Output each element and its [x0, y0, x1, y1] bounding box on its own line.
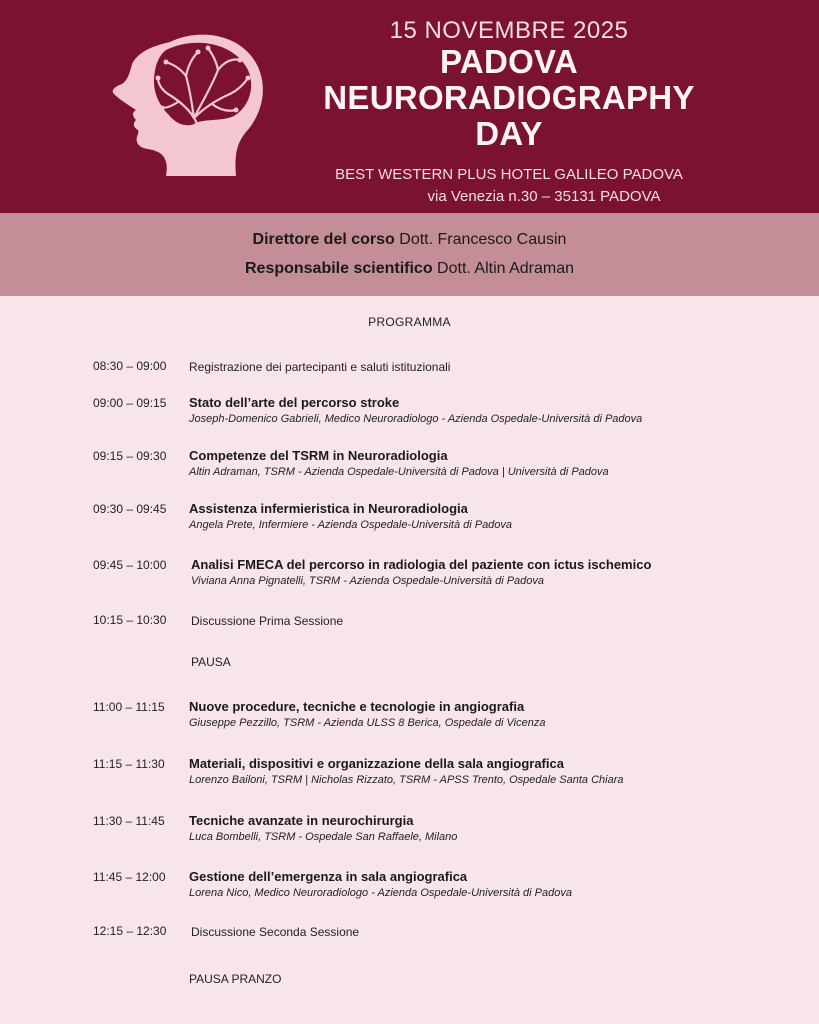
item-time: 10:15 – 10:30	[93, 613, 167, 627]
scientific-lead-label: Responsabile scientifico	[244, 260, 433, 277]
item-title: Nuove procedure, tecniche e tecnologie in angiografia	[189, 699, 525, 714]
item-title: Competenze del TSRM in Neuroradiologia	[189, 448, 448, 463]
item-title: Stato dell’arte del percorso stroke	[189, 395, 400, 410]
venue-address: via Venezia n.30 – 35131 PADOVA	[427, 188, 661, 205]
event-header	[0, 0, 819, 213]
item-time: 09:30 – 09:45	[93, 502, 167, 516]
course-director-label: Direttore del corso	[252, 231, 395, 248]
event-title-line-2: NEURORADIOGRAPHY	[323, 79, 695, 116]
item-time: 11:15 – 11:30	[93, 757, 165, 771]
item-title: Assistenza infermieristica in Neuroradiologia	[189, 501, 468, 516]
item-title: Tecniche avanzate in neurochirurgia	[189, 813, 414, 828]
item-time: 08:30 – 09:00	[93, 359, 167, 373]
item-text: Discussione Seconda Sessione	[191, 925, 360, 939]
item-speaker: Joseph-Domenico Gabrieli, Medico Neuroradiologo - Azienda Ospedale-Università di Padova	[189, 413, 643, 425]
item-text: Registrazione dei partecipanti e saluti istituzionali	[189, 360, 451, 374]
item-time: 09:15 – 09:30	[93, 449, 167, 463]
item-title: Materiali, dispositivi e organizzazione della sala angiografica	[189, 756, 564, 771]
item-time: 09:45 – 10:00	[93, 558, 167, 572]
head-brain-tree-icon	[108, 24, 268, 184]
directors-band	[0, 213, 819, 296]
event-title	[300, 44, 718, 152]
item-time: 11:30 – 11:45	[93, 814, 165, 828]
scientific-lead-name: Dott. Altin Adraman	[437, 260, 575, 277]
item-text: Discussione Prima Sessione	[191, 614, 344, 628]
item-speaker: Lorena Nico, Medico Neuroradiologo - Azienda Ospedale-Università di Padova	[189, 887, 572, 899]
item-speaker: Lorenzo Bailoni, TSRM | Nicholas Rizzato, TSRM - APSS Trento, Ospedale Santa Chiara	[189, 774, 624, 786]
program-heading: PROGRAMMA	[368, 315, 451, 329]
event-title-line-3: DAY	[475, 115, 543, 152]
course-director	[0, 231, 819, 249]
event-date: 15 NOVEMBRE 2025	[389, 17, 629, 44]
item-title: Gestione dell’emergenza in sala angiografica	[189, 869, 468, 884]
item-speaker: Altin Adraman, TSRM - Azienda Ospedale-Università di Padova | Università di Padova	[189, 466, 609, 478]
venue-name: BEST WESTERN PLUS HOTEL GALILEO PADOVA	[335, 166, 683, 183]
item-speaker: Luca Bombelli, TSRM - Ospedale San Raffaele, Milano	[189, 831, 458, 843]
item-text: PAUSA PRANZO	[189, 972, 282, 986]
item-speaker: Viviana Anna Pignatelli, TSRM - Azienda Ospedale-Università di Padova	[191, 575, 544, 587]
item-time: 09:00 – 09:15	[93, 396, 167, 410]
event-title-line-1: PADOVA	[439, 43, 579, 80]
item-title: Analisi FMECA del percorso in radiologia del paziente con ictus ischemico	[191, 557, 652, 572]
item-time: 11:45 – 12:00	[93, 870, 166, 884]
item-text: PAUSA	[191, 655, 231, 669]
event-venue	[300, 164, 718, 208]
course-director-name: Dott. Francesco Causin	[399, 231, 567, 248]
scientific-lead	[0, 260, 819, 278]
item-speaker: Giuseppe Pezzillo, TSRM - Azienda ULSS 8 Berica, Ospedale di Vicenza	[189, 717, 546, 729]
item-time: 11:00 – 11:15	[93, 700, 165, 714]
item-speaker: Angela Prete, Infermiere - Azienda Ospedale-Università di Padova	[189, 519, 513, 531]
item-time: 12:15 – 12:30	[93, 924, 167, 938]
